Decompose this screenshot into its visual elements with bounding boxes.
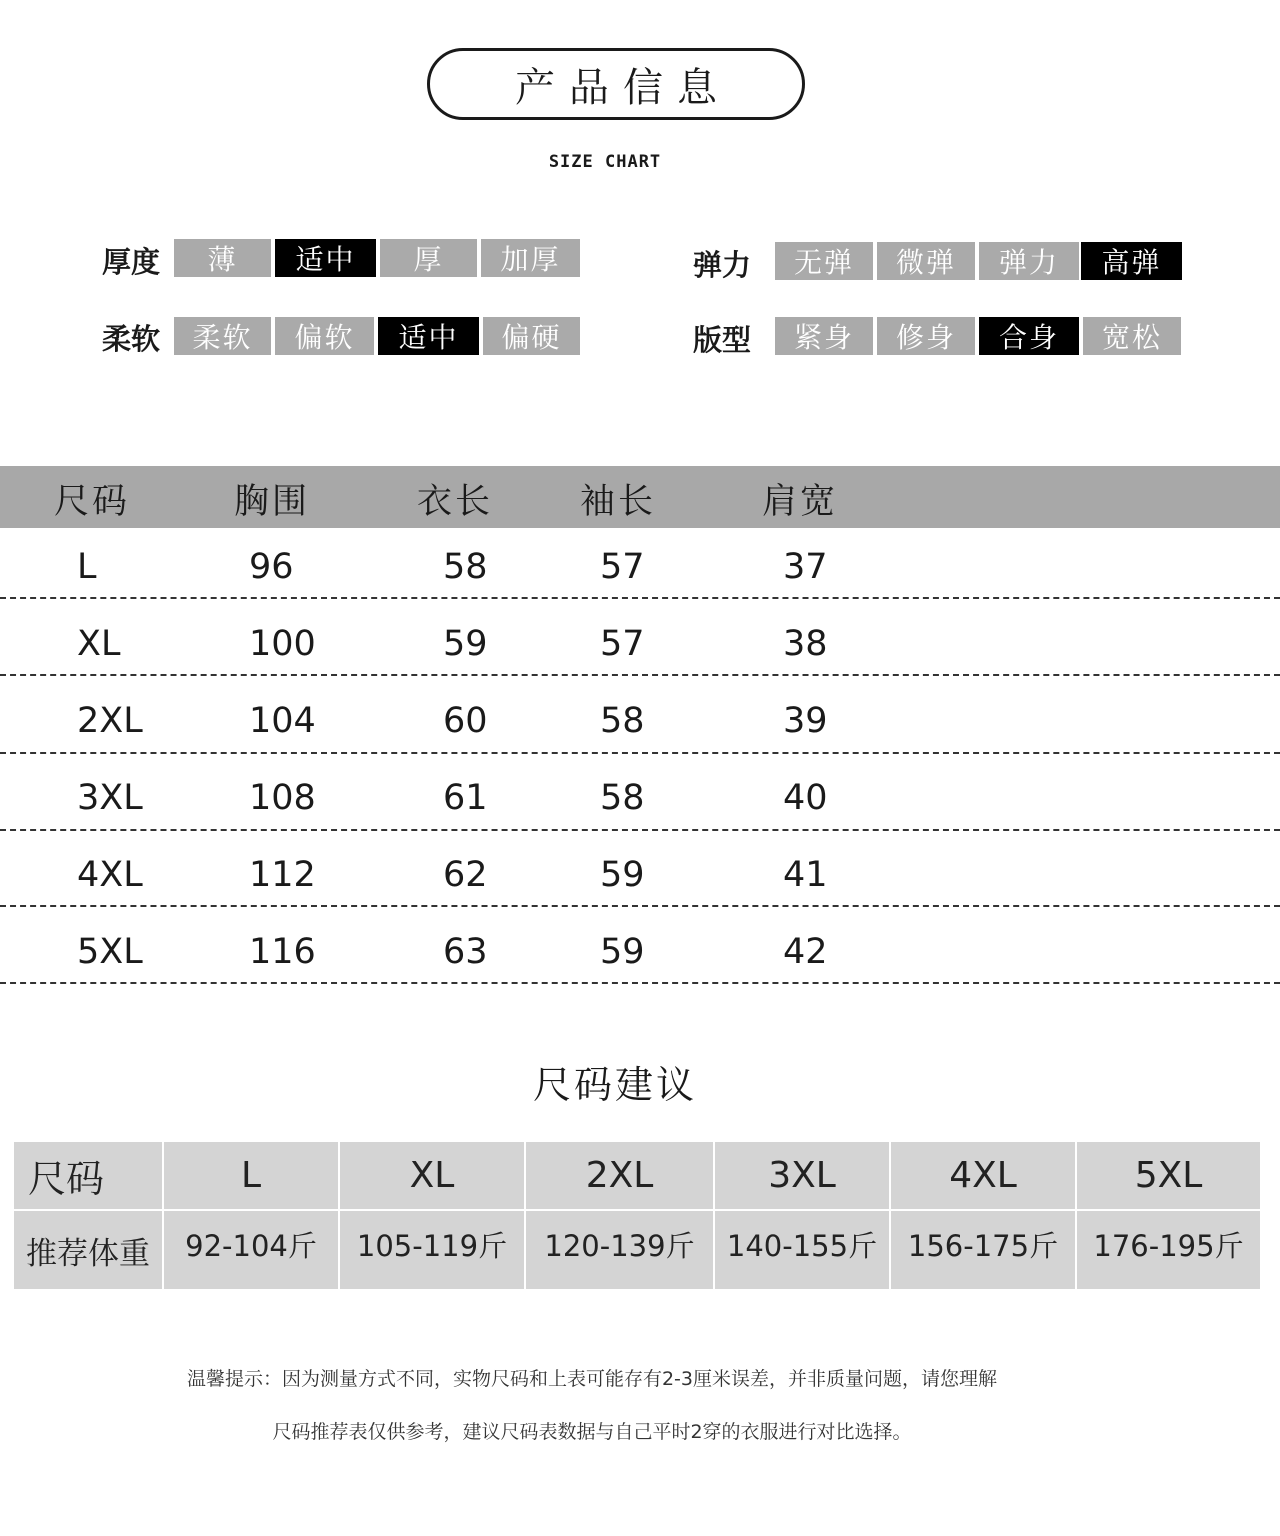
- table-cell: 100: [249, 624, 316, 664]
- recommendation-weight: 92-104斤: [185, 1228, 317, 1263]
- table-cell: 58: [600, 701, 645, 741]
- table-cell: L: [77, 547, 97, 587]
- column-header-shoulder: 肩宽: [762, 482, 839, 522]
- elasticity-option: 无弹: [775, 242, 873, 280]
- recommendation-size: 3XL: [768, 1155, 836, 1196]
- thickness-option: 厚: [380, 239, 477, 277]
- table-cell: 40: [783, 778, 828, 818]
- note-line-2: 尺码推荐表仅供参考，建议尺码表数据与自己平时2穿的衣服进行对比选择。: [272, 1421, 912, 1443]
- table-cell: 37: [783, 547, 828, 587]
- table-cell: 104: [249, 701, 316, 741]
- elasticity-option: 微弹: [877, 242, 975, 280]
- table-cell: 57: [600, 547, 645, 587]
- fit-option: 修身: [877, 317, 975, 355]
- table-cell: 59: [600, 932, 645, 972]
- fit-label: 版型: [693, 323, 752, 357]
- row-divider: [0, 752, 1280, 754]
- page-subtitle: SIZE CHART: [548, 152, 662, 172]
- table-cell: 41: [783, 855, 828, 895]
- table-cell: 116: [249, 932, 316, 972]
- table-cell: 38: [783, 624, 828, 664]
- table-cell: 96: [249, 547, 294, 587]
- table-cell: 5XL: [77, 932, 143, 972]
- note-line-1: 温馨提示：因为测量方式不同，实物尺码和上表可能存有2-3厘米误差，并非质量问题，请您理解: [186, 1368, 998, 1390]
- row-divider: [0, 674, 1280, 676]
- row-divider: [0, 905, 1280, 907]
- recommendation-size: 2XL: [585, 1155, 654, 1196]
- table-cell: 2XL: [77, 701, 143, 741]
- column-header-size: 尺码: [54, 482, 131, 522]
- row-divider: [0, 597, 1280, 599]
- recommendation-weight: 176-195斤: [1093, 1228, 1244, 1263]
- table-cell: 58: [443, 547, 488, 587]
- thickness-option: 加厚: [481, 239, 580, 277]
- column-header-length: 衣长: [417, 482, 494, 522]
- recommendation-weight: 156-175斤: [907, 1228, 1059, 1263]
- table-cell: 58: [600, 778, 645, 818]
- elasticity-option: 弹力: [979, 242, 1079, 280]
- table-cell: 59: [600, 855, 645, 895]
- softness-option: 偏软: [275, 317, 374, 355]
- table-cell: 42: [783, 932, 828, 972]
- recommendation-weight-label: 推荐体重: [26, 1235, 150, 1272]
- softness-option: 适中: [378, 317, 479, 355]
- table-cell: 60: [443, 701, 488, 741]
- softness-option: 柔软: [174, 317, 271, 355]
- softness-label: 柔软: [102, 322, 161, 356]
- recommendation-weight: 105-119斤: [356, 1228, 508, 1263]
- table-cell: 57: [600, 624, 645, 664]
- recommendation-title: 尺码建议: [532, 1063, 697, 1107]
- table-cell: 39: [783, 701, 828, 741]
- recommendation-size-label: 尺码: [28, 1157, 105, 1201]
- recommendation-size: 4XL: [949, 1155, 1017, 1196]
- softness-option: 偏硬: [483, 317, 580, 355]
- fit-option: 合身: [979, 317, 1079, 355]
- fit-option: 紧身: [775, 317, 873, 355]
- table-cell: 61: [443, 778, 488, 818]
- column-header-chest: 胸围: [234, 482, 311, 522]
- recommendation-weight: 120-139斤: [544, 1228, 695, 1263]
- table-cell: 4XL: [77, 855, 143, 895]
- table-cell: 112: [249, 855, 316, 895]
- thickness-label: 厚度: [102, 245, 161, 279]
- page-title: 产品信息: [427, 48, 805, 120]
- thickness-option: 适中: [275, 239, 376, 277]
- table-cell: 62: [443, 855, 488, 895]
- recommendation-size: L: [240, 1155, 262, 1196]
- table-cell: XL: [77, 624, 121, 664]
- elasticity-label: 弹力: [693, 248, 752, 282]
- fit-option: 宽松: [1083, 317, 1181, 355]
- table-cell: 59: [443, 624, 488, 664]
- recommendation-size: 5XL: [1134, 1155, 1203, 1196]
- recommendation-weight: 140-155斤: [726, 1228, 878, 1263]
- recommendation-size: XL: [409, 1155, 455, 1196]
- row-divider: [0, 829, 1280, 831]
- table-cell: 108: [249, 778, 316, 818]
- column-header-sleeve: 袖长: [580, 482, 657, 522]
- thickness-option: 薄: [174, 239, 271, 277]
- table-cell: 3XL: [77, 778, 143, 818]
- elasticity-option: 高弹: [1081, 242, 1182, 280]
- row-divider: [0, 982, 1280, 984]
- table-cell: 63: [443, 932, 488, 972]
